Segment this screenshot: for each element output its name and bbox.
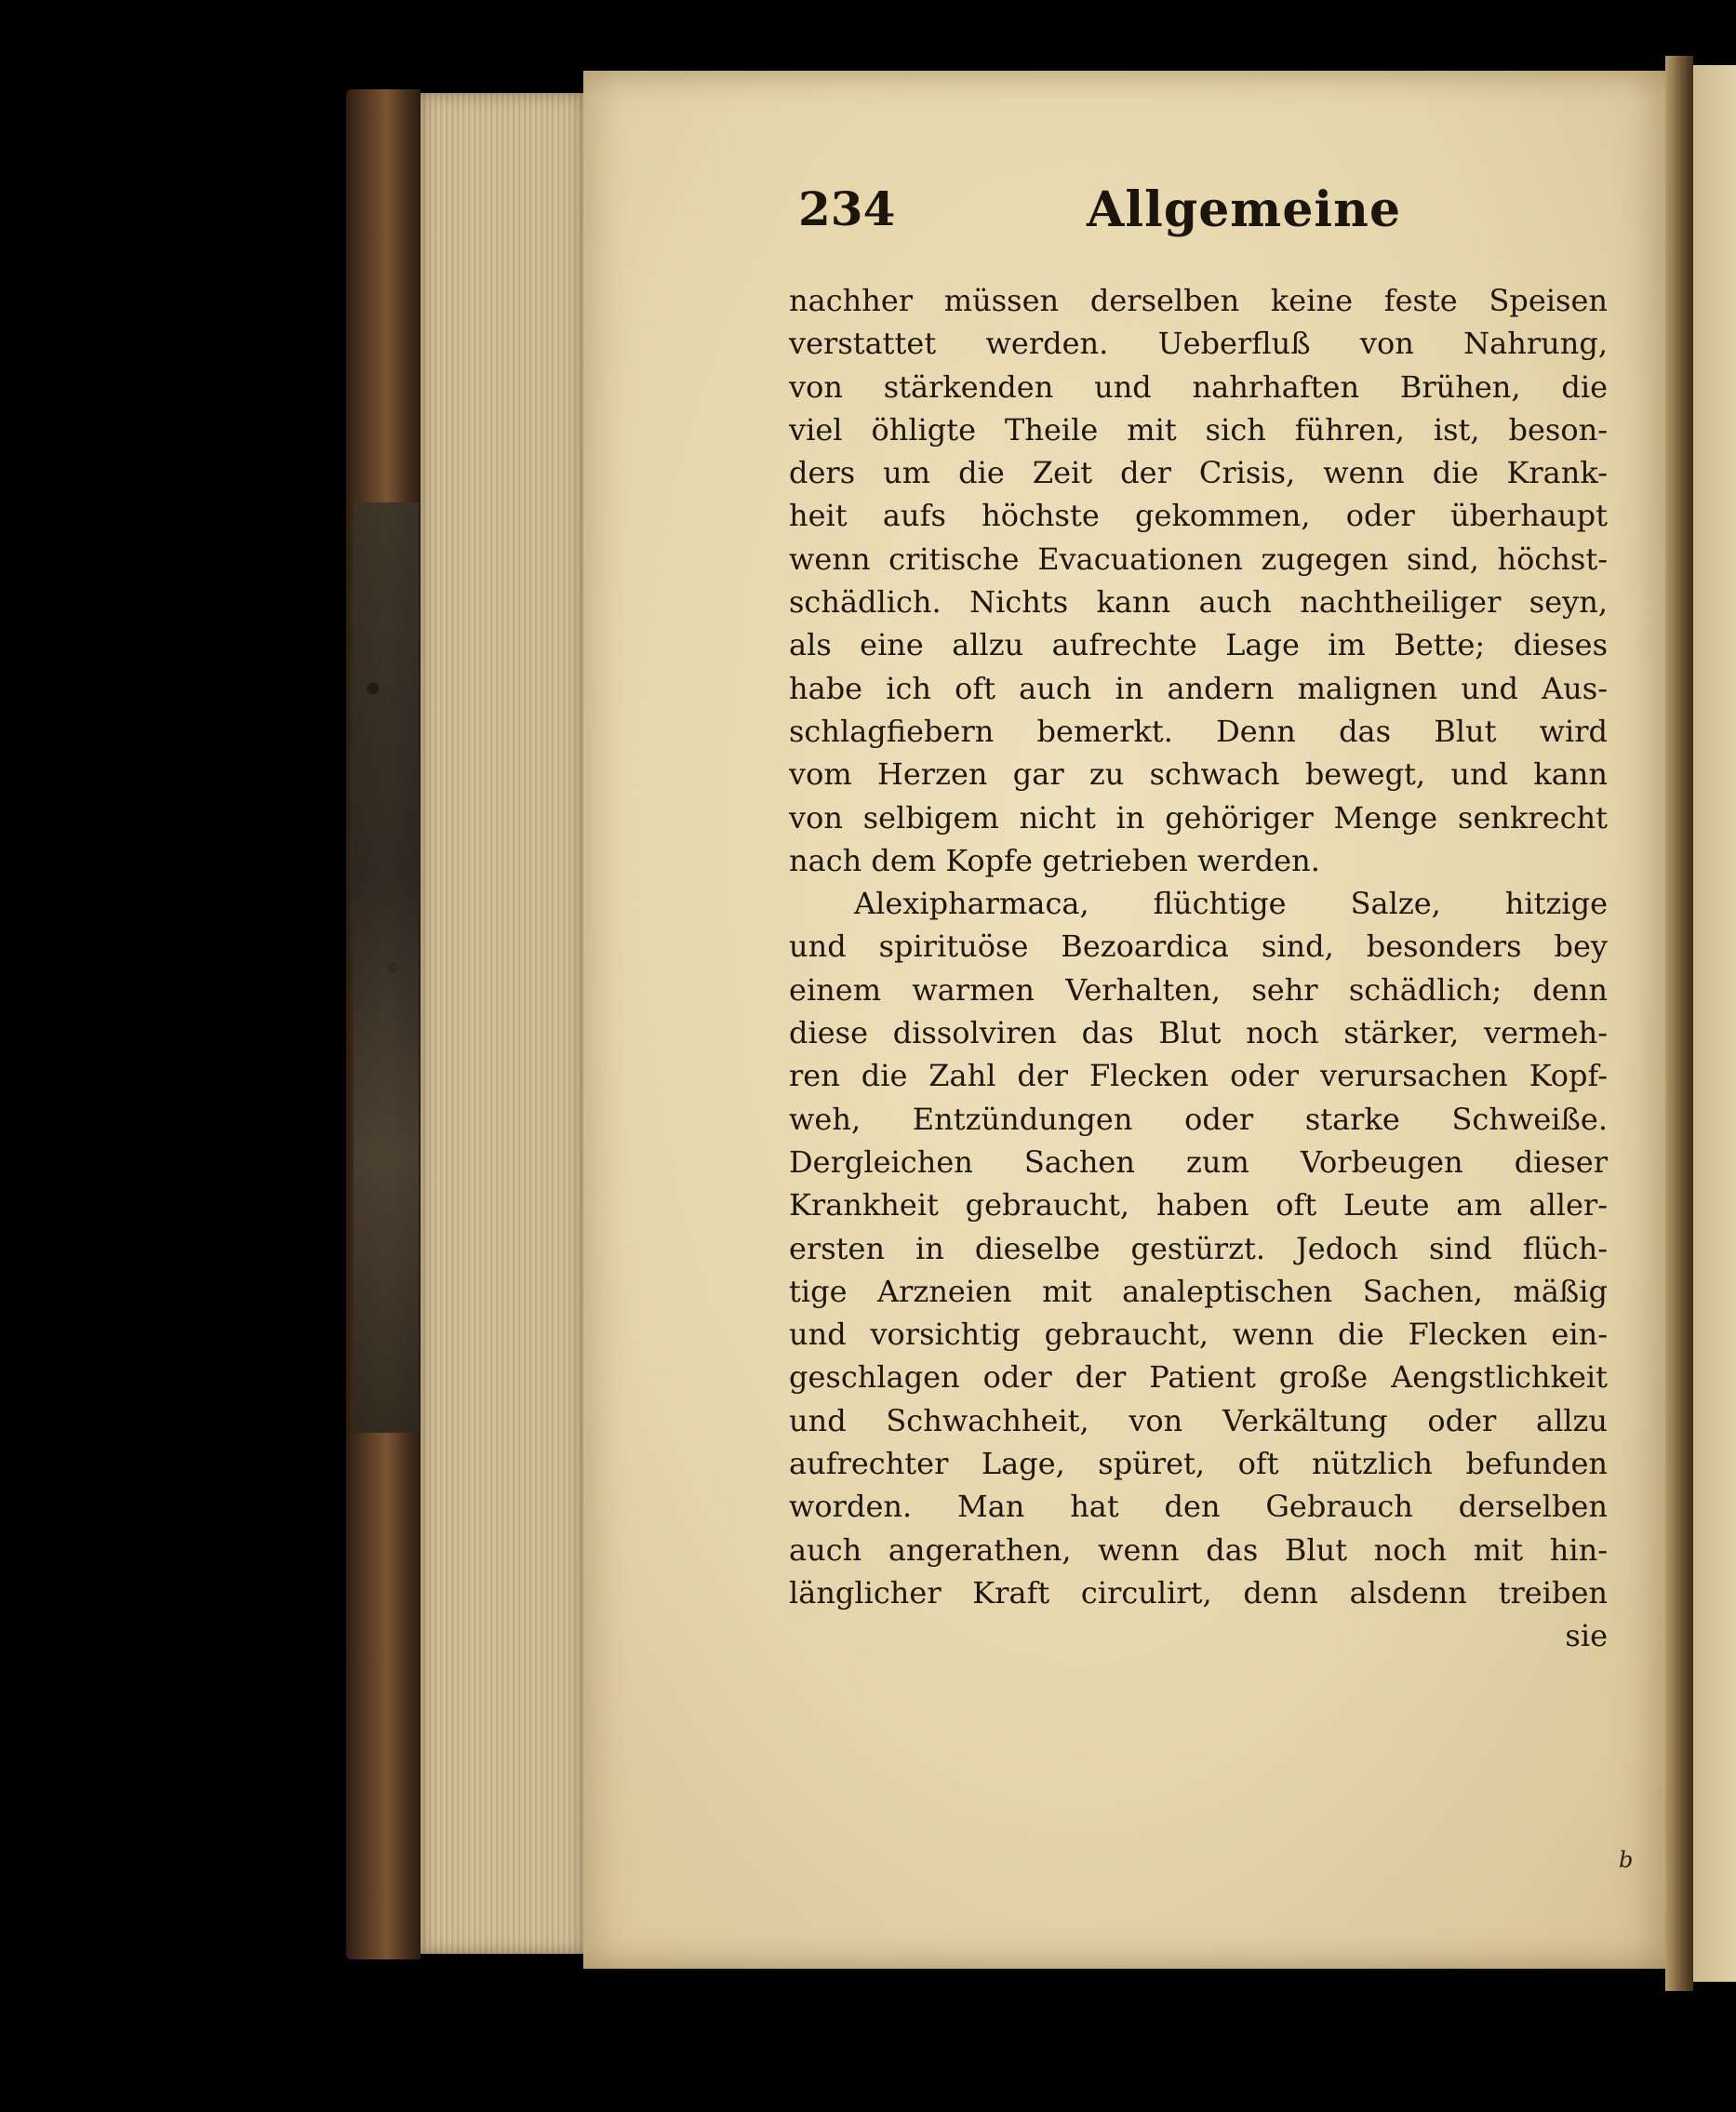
page-edges	[421, 93, 583, 1954]
text-line: wenn critische Evacuationen zugegen sind, höchst-	[789, 541, 1608, 577]
marbled-cover	[354, 502, 419, 1433]
text-line: verstattet werden. Ueberfluß von Nahrung,	[789, 326, 1608, 362]
margin-mark: b	[1619, 1847, 1634, 1873]
text-line: nach dem Kopfe getrieben werden.	[789, 842, 1320, 878]
text-line: ersten in dieselbe gestürzt. Jedoch sind flüch-	[789, 1230, 1608, 1266]
text-line: worden. Man hat den Gebrauch derselben	[789, 1489, 1608, 1525]
text-line: ders um die Zeit der Crisis, wenn die Krank-	[789, 455, 1608, 491]
text-line: Krankheit gebraucht, haben oft Leute am aller-	[789, 1187, 1608, 1223]
text-line: länglicher Kraft circulirt, denn alsdenn treiben	[789, 1574, 1608, 1611]
text-line: Dergleichen Sachen zum Vorbeugen dieser	[789, 1143, 1608, 1180]
text-line: geschlagen oder der Patient große Aengstlichkeit	[789, 1359, 1608, 1396]
text-line: und vorsichtig gebraucht, wenn die Flecken ein-	[789, 1317, 1608, 1353]
running-head: Allgemeine	[1087, 181, 1402, 238]
text-line: von selbigem nicht in gehöriger Menge senkrecht	[789, 799, 1608, 835]
text-line: schädlich. Nichts kann auch nachtheiliger seyn,	[789, 584, 1608, 621]
page-header	[798, 181, 1617, 256]
text-line: und spirituöse Bezoardica sind, besonders bey	[789, 929, 1608, 965]
text-line: viel öhligte Theile mit sich führen, ist, beson-	[789, 411, 1608, 448]
text-line: habe ich oft auch in andern malignen und Aus-	[789, 670, 1608, 706]
text-line: auch angerathen, wenn das Blut noch mit hin-	[789, 1531, 1608, 1568]
text-line: einem warmen Verhalten, sehr schädlich; denn	[789, 971, 1608, 1008]
paragraph-start-line: Alexipharmaca, flüchtige Salze, hitzige	[854, 886, 1608, 922]
text-line: schlagfiebern bemerkt. Denn das Blut wird	[789, 713, 1608, 749]
text-line: und Schwachheit, von Verkältung oder allzu	[789, 1402, 1608, 1438]
text-line: ren die Zahl der Flecken oder verursachen Kopf-	[789, 1058, 1608, 1094]
text-line: vom Herzen gar zu schwach bewegt, und kann	[789, 756, 1608, 793]
text-line: aufrechter Lage, spüret, oft nützlich befunden	[789, 1446, 1608, 1482]
page-number: 234	[798, 181, 896, 236]
text-line: von stärkenden und nahrhaften Brühen, die	[789, 368, 1608, 405]
text-line: nachher müssen derselben keine feste Speisen	[789, 283, 1608, 318]
facing-page	[1693, 65, 1736, 1982]
body-text	[789, 279, 1608, 1658]
book-gutter	[1665, 56, 1693, 1991]
text-line: weh, Entzündungen oder starke Schweiße.	[789, 1101, 1608, 1137]
text-line: diese dissolviren das Blut noch stärker, vermeh-	[789, 1015, 1608, 1051]
text-line: heit aufs höchste gekommen, oder überhaupt	[789, 498, 1608, 534]
text-line: tige Arzneien mit analeptischen Sachen, mäßig	[789, 1273, 1608, 1309]
text-line: als eine allzu aufrechte Lage im Bette; dieses	[789, 627, 1608, 663]
catchword: sie	[1565, 1618, 1608, 1654]
